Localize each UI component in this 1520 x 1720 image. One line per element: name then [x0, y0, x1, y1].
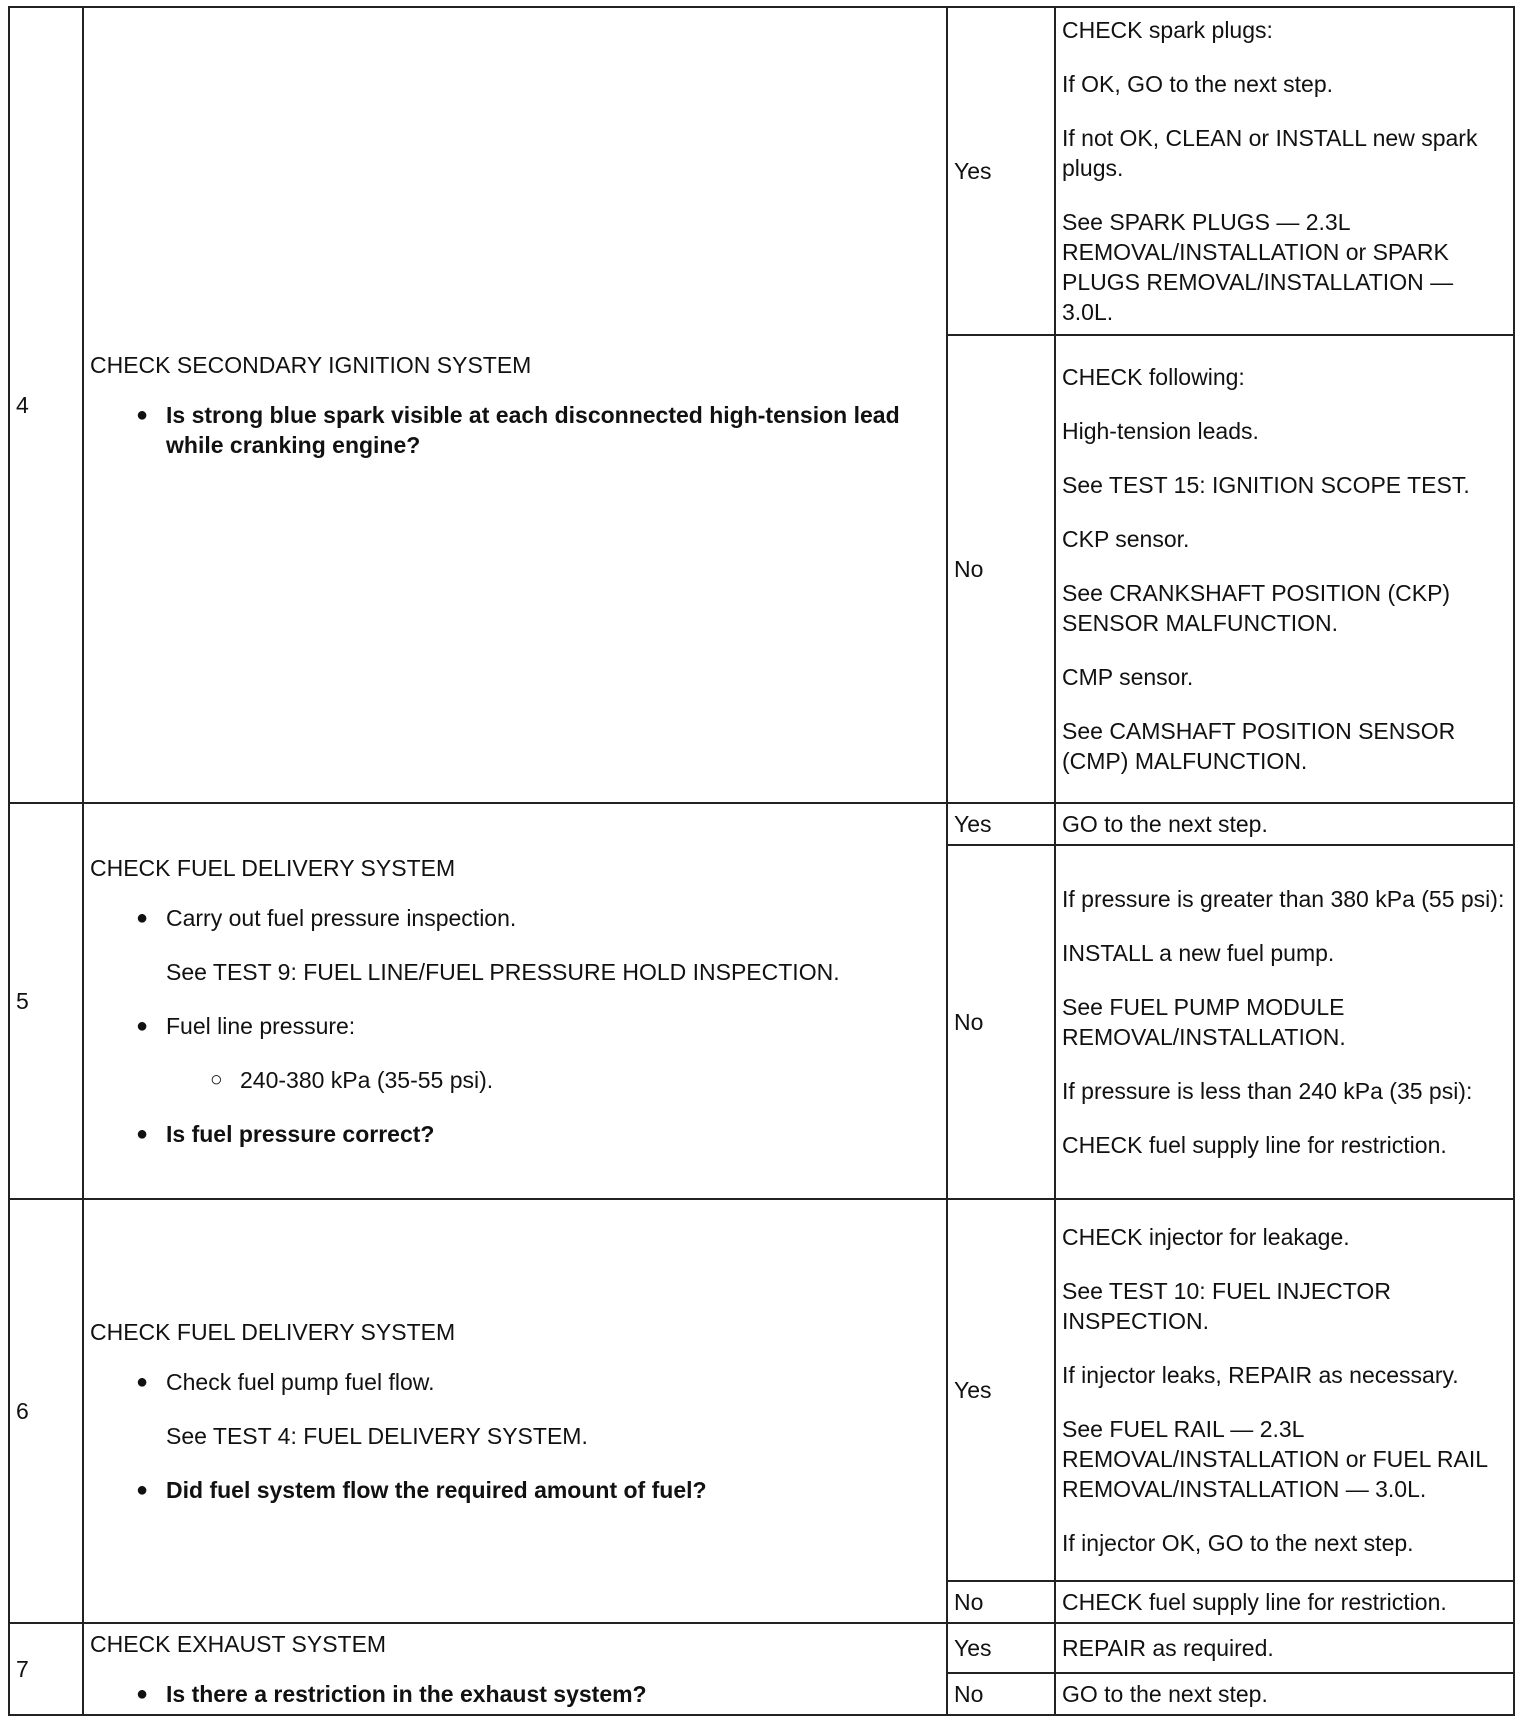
- action-line: If injector leaks, REPAIR as necessary.: [1062, 1362, 1459, 1388]
- action-line: High-tension leads.: [1062, 418, 1259, 444]
- step-question: ● Did fuel system flow the required amount of fuel?: [136, 1475, 940, 1505]
- step-item: ● Check fuel pump fuel flow.: [136, 1367, 940, 1397]
- response-yes: Yes: [947, 803, 1055, 845]
- action-line: INSTALL a new fuel pump.: [1062, 940, 1335, 966]
- action-no: [1055, 1673, 1514, 1715]
- action-line: CHECK injector for leakage.: [1062, 1224, 1350, 1250]
- step-number: 6: [9, 1199, 83, 1623]
- action-line: See TEST 10: FUEL INJECTOR INSPECTION.: [1062, 1278, 1391, 1334]
- step-title: CHECK SECONDARY IGNITION SYSTEM: [90, 352, 532, 378]
- response-no: No: [947, 1581, 1055, 1623]
- step-row-6-yes: [9, 1199, 1514, 1581]
- response-yes: Yes: [947, 7, 1055, 335]
- step-item: ● Fuel line pressure:: [136, 1011, 940, 1041]
- action-no: [1055, 845, 1514, 1199]
- action-line: See CAMSHAFT POSITION SENSOR (CMP) MALFUNCTION.: [1062, 718, 1456, 774]
- response-yes: Yes: [947, 1199, 1055, 1581]
- step-number: 4: [9, 7, 83, 803]
- step-row-7-yes: [9, 1623, 1514, 1673]
- step-description: [83, 1623, 947, 1715]
- step-title: CHECK EXHAUST SYSTEM: [90, 1631, 387, 1657]
- action-line: REPAIR as required.: [1062, 1635, 1274, 1661]
- action-line: See TEST 15: IGNITION SCOPE TEST.: [1062, 472, 1470, 498]
- step-description: [83, 803, 947, 1199]
- action-line: See FUEL PUMP MODULE REMOVAL/INSTALLATION.: [1062, 994, 1346, 1050]
- response-no: No: [947, 335, 1055, 803]
- step-description: [83, 7, 947, 803]
- action-line: CMP sensor.: [1062, 664, 1194, 690]
- action-yes: [1055, 1623, 1514, 1673]
- diagnostic-step-table: [8, 6, 1515, 1716]
- action-no: [1055, 1581, 1514, 1623]
- step-row-4-yes: [9, 7, 1514, 335]
- step-items: [90, 1679, 940, 1709]
- response-no: No: [947, 845, 1055, 1199]
- action-line: CHECK fuel supply line for restriction.: [1062, 1589, 1447, 1615]
- action-line: See CRANKSHAFT POSITION (CKP) SENSOR MALFUNCTION.: [1062, 580, 1451, 636]
- step-items: [90, 903, 940, 1149]
- action-line: If OK, GO to the next step.: [1062, 71, 1334, 97]
- step-items: [90, 400, 940, 460]
- action-line: If pressure is less than 240 kPa (35 psi):: [1062, 1078, 1473, 1104]
- step-row-5-yes: [9, 803, 1514, 845]
- response-no: No: [947, 1673, 1055, 1715]
- action-line: See FUEL RAIL — 2.3L REMOVAL/INSTALLATION or FUEL RAIL REMOVAL/INSTALLATION — 3.0L.: [1062, 1416, 1488, 1502]
- action-yes: [1055, 803, 1514, 845]
- step-reference: See TEST 9: FUEL LINE/FUEL PRESSURE HOLD INSPECTION.: [166, 959, 840, 985]
- step-number: 7: [9, 1623, 83, 1715]
- action-line: If not OK, CLEAN or INSTALL new spark plugs.: [1062, 125, 1478, 181]
- action-line: CKP sensor.: [1062, 526, 1190, 552]
- step-sub-item: ○ 240-380 kPa (35-55 psi).: [136, 1065, 940, 1095]
- step-number: 5: [9, 803, 83, 1199]
- action-line: If pressure is greater than 380 kPa (55 psi):: [1062, 886, 1505, 912]
- action-line: GO to the next step.: [1062, 1681, 1268, 1707]
- action-line: CHECK following:: [1062, 364, 1245, 390]
- step-item: ● Carry out fuel pressure inspection.: [136, 903, 940, 933]
- step-description: [83, 1199, 947, 1623]
- action-yes: [1055, 7, 1514, 335]
- response-yes: Yes: [947, 1623, 1055, 1673]
- step-title: CHECK FUEL DELIVERY SYSTEM: [90, 1319, 456, 1345]
- action-line: See SPARK PLUGS — 2.3L REMOVAL/INSTALLATION or SPARK PLUGS REMOVAL/INSTALLATION — 3.0L.: [1062, 209, 1454, 325]
- step-items: [90, 1367, 940, 1505]
- step-question: ● Is there a restriction in the exhaust system?: [136, 1679, 940, 1709]
- action-no: [1055, 335, 1514, 803]
- action-yes: [1055, 1199, 1514, 1581]
- step-question: ● Is strong blue spark visible at each disconnected high-tension lead while cranking engine?: [136, 400, 940, 460]
- action-line: CHECK spark plugs:: [1062, 17, 1273, 43]
- step-question: ● Is fuel pressure correct?: [136, 1119, 940, 1149]
- action-line: If injector OK, GO to the next step.: [1062, 1530, 1414, 1556]
- action-line: CHECK fuel supply line for restriction.: [1062, 1132, 1447, 1158]
- action-line: GO to the next step.: [1062, 811, 1268, 837]
- step-reference: See TEST 4: FUEL DELIVERY SYSTEM.: [166, 1423, 588, 1449]
- step-title: CHECK FUEL DELIVERY SYSTEM: [90, 855, 456, 881]
